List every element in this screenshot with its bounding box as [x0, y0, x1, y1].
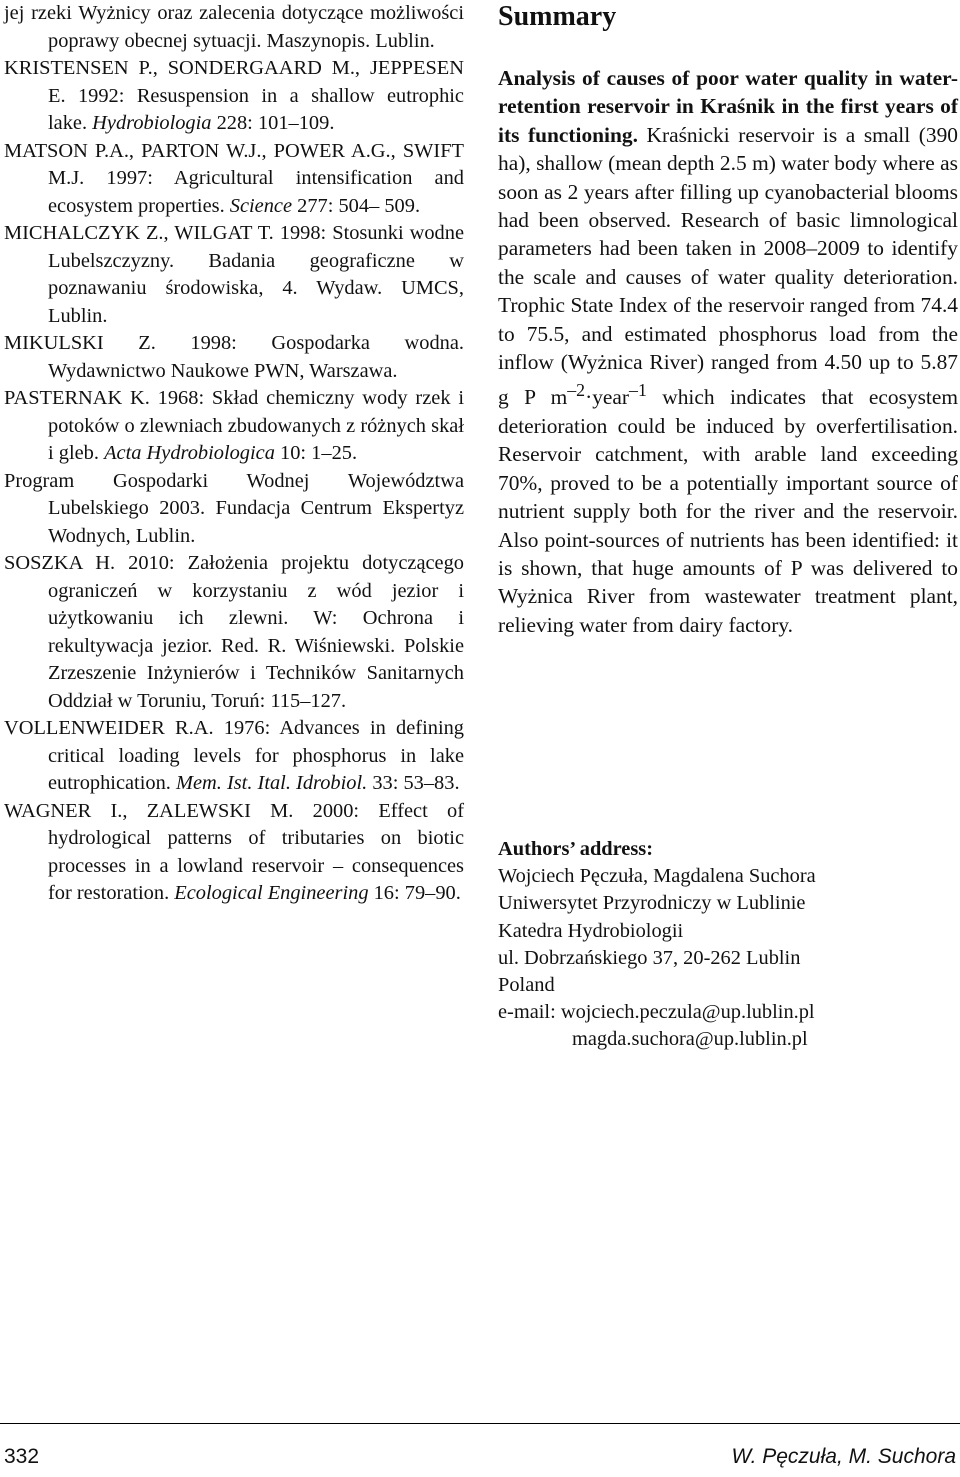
reference-entry: MIKULSKI Z. 1998: Gospodarka wodna. Wydawnictwo Naukowe PWN, Warszawa.: [4, 332, 464, 382]
reference-entry: WAGNER I., ZALEWSKI M. 2000: Effect of hydrological patterns of tributaries on biotic processes in a lowland reservoir – consequences for restoration. Ecological Engineering 16: 79–90.: [4, 799, 464, 904]
authors-address-heading: Authors’ address:: [498, 838, 654, 860]
summary-text: Analysis of causes of poor water quality in water-retention reservoir in Kraśnik in the first years of its functioning. Kraśnicki reservoir is a small (390 ha), shallow (mean depth 2.5 m) water body where as soon as 2 years after filling up cyanobacterial blooms had been observed. Research of basic limnological parameters had been taken in 2008–2009 to identify the scale and causes of water quality deterioration. Trophic State Index of the reservoir ranged from 74.4 to 75.5, and estimated phosphorus load from the inflow (Wyżnica River) ranged from 4.50 up to 5.87 g P $m^{-2}\cdot year^{-1}$ which indicates that ecosystem deterioration could be induced by overfertilisation. Reservoir catchment, with arable land exceeding 70%, proved to be a potentially important source of nutrient supply both for the river and the reservoir. Also point-sources of nutrients has been identified: it is shown, that huge amounts of P was delivered to Wyżnica River from wastewater treatment plant, relieving water from dairy factory.: [498, 66, 958, 637]
reference-entry: VOLLENWEIDER R.A. 1976: Advances in defining critical loading levels for phosphorus in lake eutrophication. Mem. Ist. Ital. Idrobiol. 33: 53–83.: [4, 717, 464, 794]
address-line: Wojciech Pęczuła, Magdalena Suchora: [498, 865, 816, 888]
reference-entry: Program Gospodarki Wodnej Województwa Lubelskiego 2003. Fundacja Centrum Ekspertyz Wodnych, Lublin.: [4, 469, 464, 547]
address-line: ul. Dobrzańskiego 37, 20-262 Lublin: [498, 946, 801, 969]
reference-entry: PASTERNAK K. 1968: Skład chemiczny wody rzek i potoków o zlewniach zbudowanych z różnych skał i gleb. Acta Hydrobiologica 10: 1–25.: [4, 387, 464, 464]
footer-rule: [0, 1423, 960, 1424]
address-line: Katedra Hydrobiologii: [498, 919, 684, 942]
reference-entry: SOSZKA H. 2010: Założenia projektu dotyczącego ograniczeń w korzystaniu z wód jezior i użytkowaniu ich zlewni. W: Ochrona i rekultywacja jezior. Red. R. Wiśniewski. Polskie Zrzeszenie Inżynierów i Techników Sanitarnych Oddział w Toruniu, Toruń: 115–127.: [4, 552, 464, 712]
email-line: e-mail: wojciech.peczula@up.lublin.pl: [498, 1001, 815, 1024]
running-authors: W. Pęczuła, M. Suchora: [731, 1445, 956, 1468]
authors-address: [498, 836, 958, 1054]
summary-column: [498, 0, 958, 639]
page-footer: [0, 1423, 960, 1477]
summary-lead: Analysis of causes of poor water quality in water-retention reservoir in Kraśnik in the first years of its functioning.: [498, 66, 958, 147]
reference-entry: MATSON P.A., PARTON W.J., POWER A.G., SWIFT M.J. 1997: Agricultural intensification and ecosystem properties. Science 277: 504– 509.: [4, 139, 464, 217]
address-line: Poland: [498, 974, 555, 997]
references-column: [4, 0, 464, 908]
address-line: Uniwersytet Przyrodniczy w Lublinie: [498, 892, 806, 915]
reference-entry: MICHALCZYK Z., WILGAT T. 1998: Stosunki wodne Lubelszczyzny. Badania geograficzne w poznawaniu środowiska, 4. Wydaw. UMCS, Lublin.: [4, 222, 464, 327]
page-number: 332: [4, 1445, 40, 1468]
reference-entry: jej rzeki Wyżnicy oraz zalecenia dotyczące możliwości poprawy obecnej sytuacji. Maszynopis. Lublin.: [4, 2, 464, 52]
reference-entry: KRISTENSEN P., SONDERGAARD M., JEPPESEN E. 1992: Resuspension in a shallow eutrophic lake. Hydrobiologia 228: 101–109.: [4, 57, 464, 134]
summary-heading: Summary: [498, 1, 617, 32]
email-line-2: magda.suchora@up.lublin.pl: [572, 1028, 808, 1051]
